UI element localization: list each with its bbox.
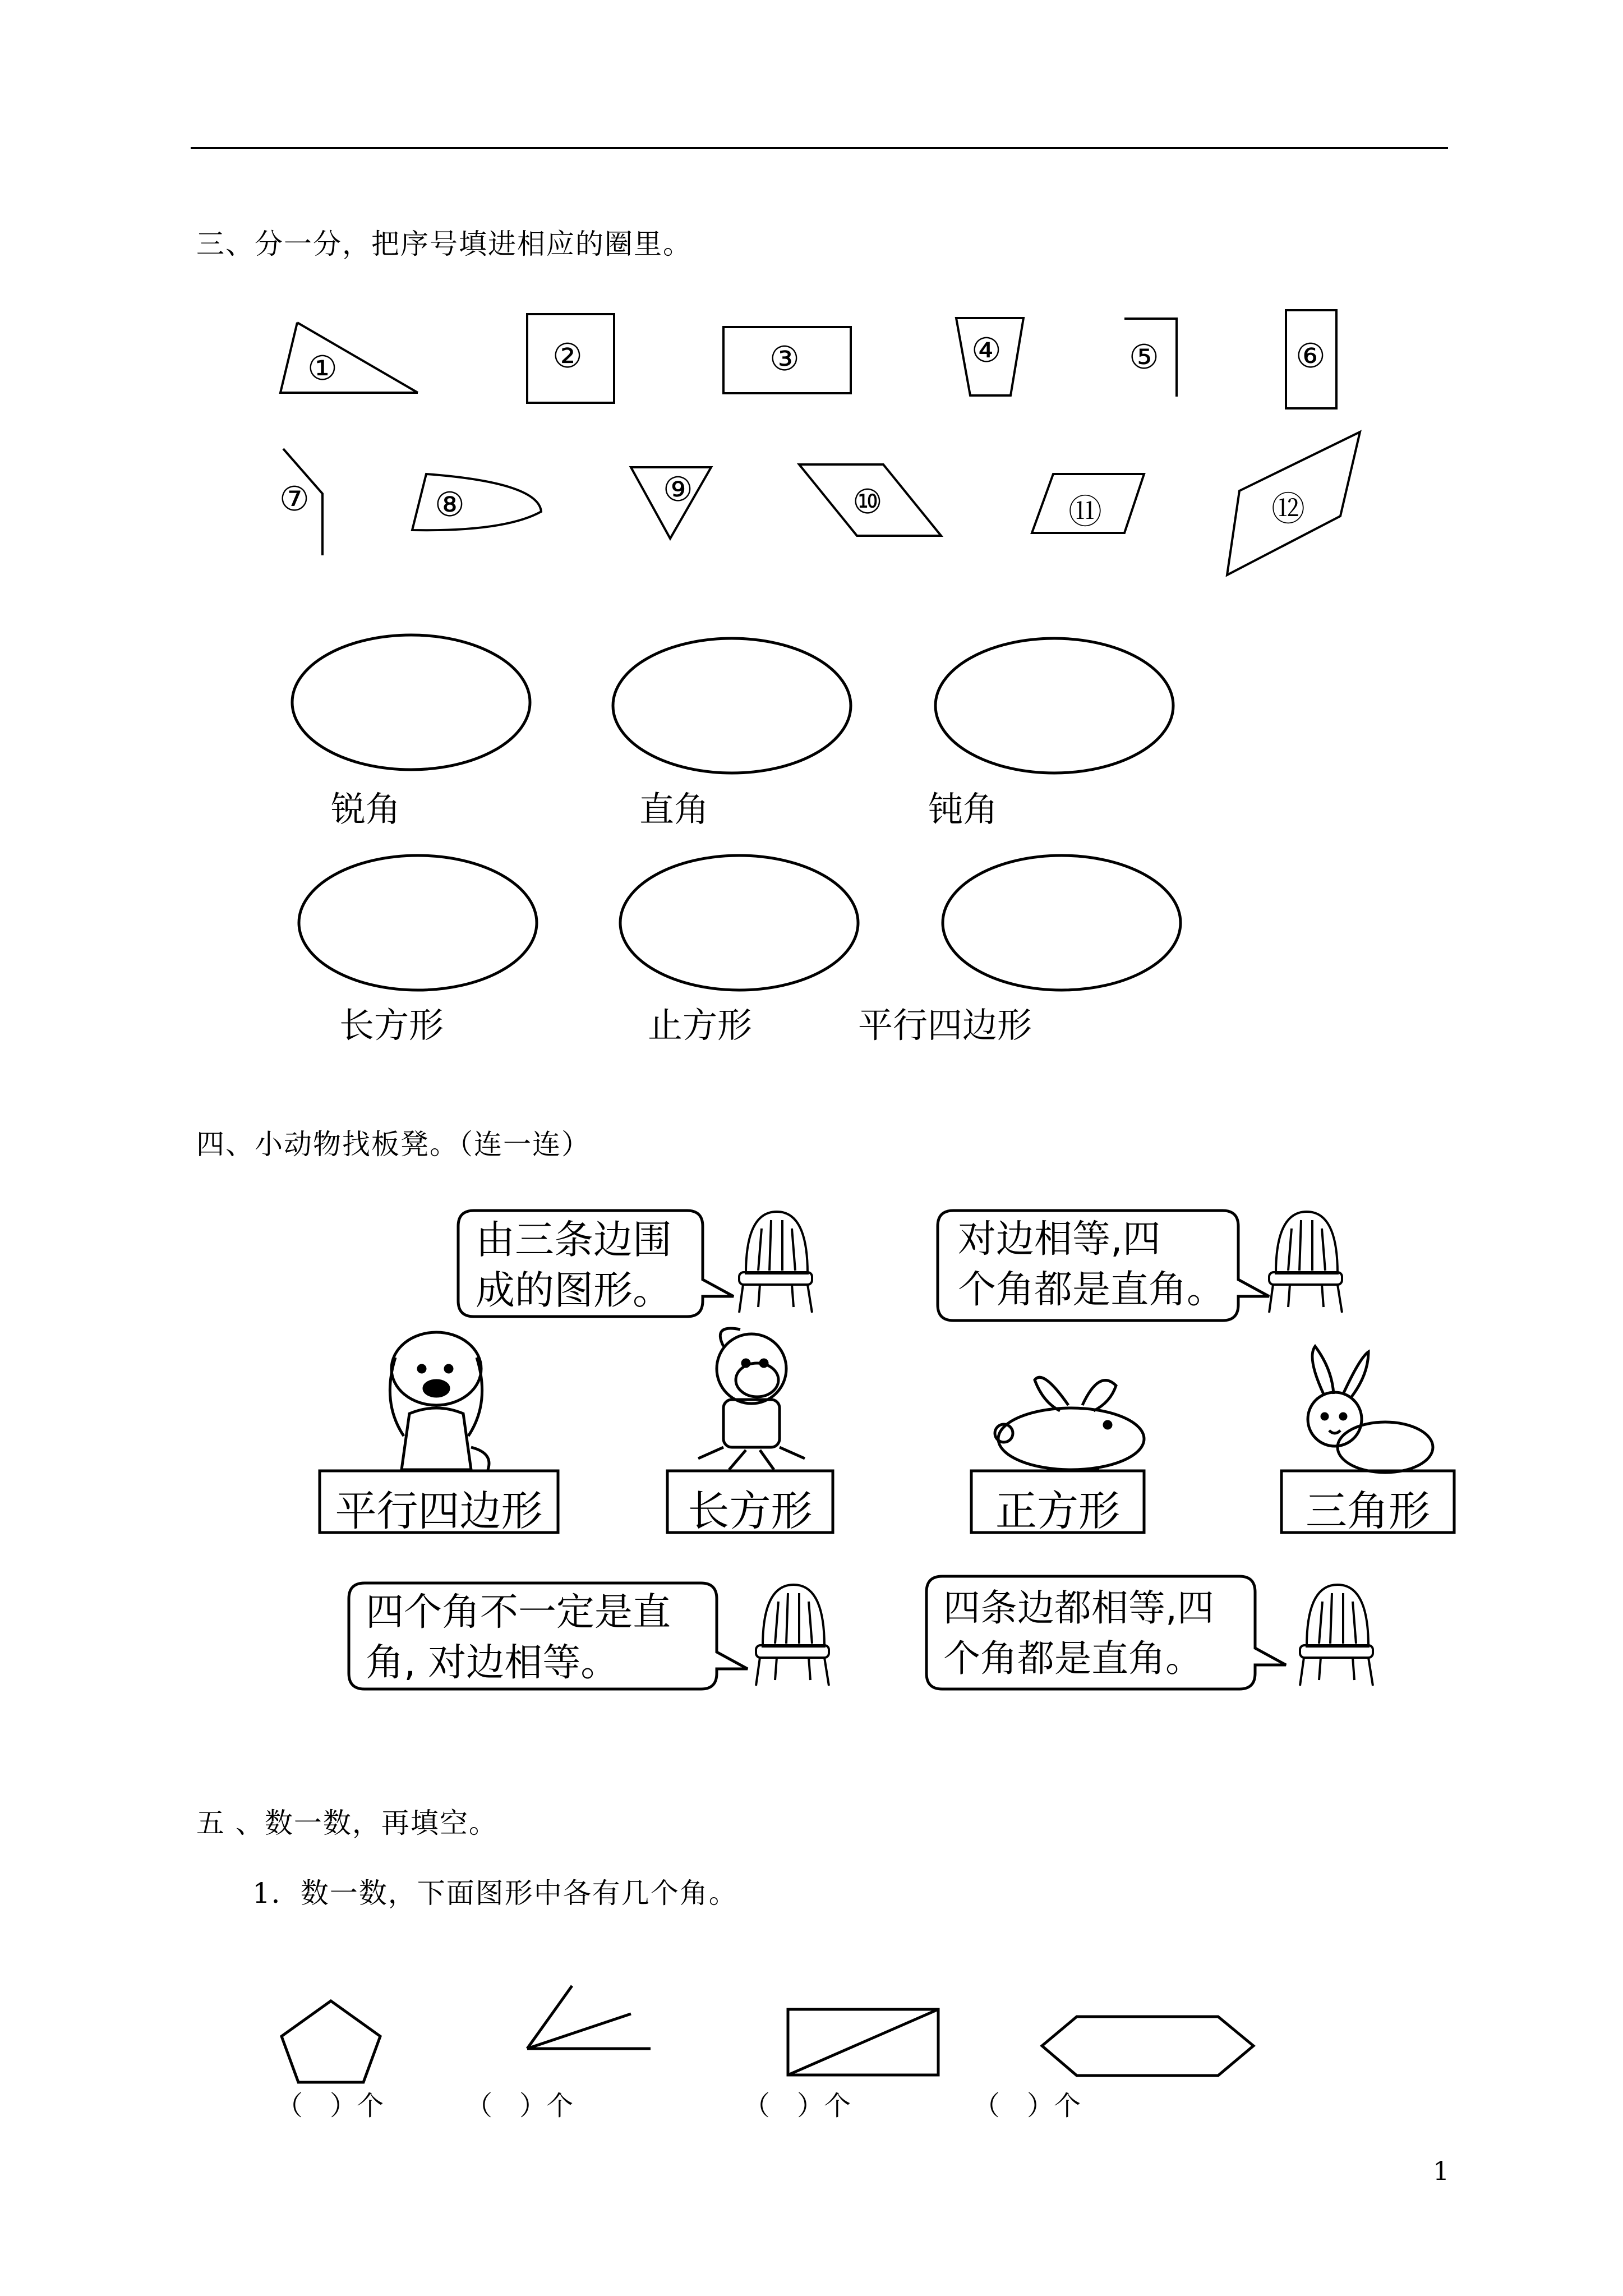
- shape-label-4: ④: [971, 331, 1002, 370]
- angle-shape: [527, 1986, 651, 2049]
- label-rectangle: 长方形: [339, 1005, 444, 1046]
- shape-label-5: ⑤: [1129, 338, 1159, 377]
- box-triangle-text: 三角形: [1306, 1487, 1430, 1535]
- monkey-icon: [698, 1328, 805, 1470]
- label-acute: 锐角: [331, 789, 401, 830]
- answer-blank-pentagon[interactable]: （ ）个: [276, 2090, 384, 2122]
- shape-label-2: ②: [552, 337, 583, 376]
- answer-ellipse-square: [620, 855, 858, 990]
- section3-title: 三、分一分，把序号填进相应的圈里。: [196, 228, 692, 260]
- shape-1-acute-angle: [280, 323, 418, 393]
- bubble-3-text: 四个角不一定是直 角, 对边相等。: [366, 1590, 671, 1685]
- label-right-angle: 直角: [639, 789, 709, 830]
- answer-ellipse-acute: [292, 635, 530, 770]
- shape-label-11: ⑪: [1068, 493, 1102, 532]
- chair-icon: [1269, 1212, 1342, 1313]
- shape-label-1: ①: [307, 349, 338, 388]
- box-rectangle-text: 长方形: [688, 1487, 813, 1535]
- shape-label-6: ⑥: [1295, 337, 1326, 376]
- chair-icon: [739, 1212, 812, 1313]
- shape-label-10: ⑩: [852, 482, 883, 522]
- shape-label-7: ⑦: [279, 480, 310, 519]
- page-number: 1: [1433, 2156, 1450, 2186]
- label-square: 止方形: [648, 1005, 753, 1046]
- label-obtuse: 钝角: [928, 789, 998, 830]
- answer-ellipse-parallelogram: [943, 855, 1181, 990]
- answer-blank-angle[interactable]: （ ）个: [465, 2090, 574, 2122]
- answer-ellipse-right: [613, 638, 851, 773]
- answer-blank-hexagon[interactable]: （ ）个: [973, 2090, 1081, 2122]
- rabbit-icon: [1308, 1346, 1433, 1473]
- bubble-1-text: 由三条边围 成的图形。: [476, 1217, 672, 1313]
- chair-icon: [1300, 1585, 1373, 1686]
- shape-label-3: ③: [769, 339, 800, 379]
- answer-blank-rectangle[interactable]: （ ）个: [743, 2090, 851, 2122]
- rabbit-icon: [995, 1377, 1144, 1470]
- pentagon-shape: [282, 2001, 380, 2082]
- shape-label-9: ⑨: [663, 470, 693, 509]
- dog-icon: [390, 1332, 489, 1470]
- chair-icon: [756, 1585, 829, 1686]
- shape-label-8: ⑧: [435, 485, 465, 524]
- label-parallelogram: 平行四边形: [858, 1005, 1032, 1046]
- answer-ellipse-obtuse: [935, 638, 1173, 773]
- shape-8-leaf: [412, 474, 541, 530]
- box-square-text: 正方形: [995, 1487, 1120, 1535]
- bubble-2-text: 对边相等,四 个角都是直角。: [958, 1217, 1225, 1312]
- bubble-4-text: 四条边都相等,四 个角都是直角。: [943, 1586, 1214, 1680]
- box-parallelogram-text: 平行四边形: [335, 1487, 543, 1535]
- hexagon-shape: [1042, 2017, 1253, 2076]
- answer-ellipse-rectangle: [299, 855, 537, 990]
- section5-title: 五 、数一数，再填空。: [196, 1807, 498, 1839]
- section4-title: 四、小动物找板凳。（连一连）: [196, 1128, 591, 1161]
- divided-rectangle-shape: [788, 2009, 938, 2075]
- section5-sub1: 1．数一数，下面图形中各有几个角。: [252, 1877, 738, 1910]
- shape-label-12: ⑫: [1271, 490, 1305, 529]
